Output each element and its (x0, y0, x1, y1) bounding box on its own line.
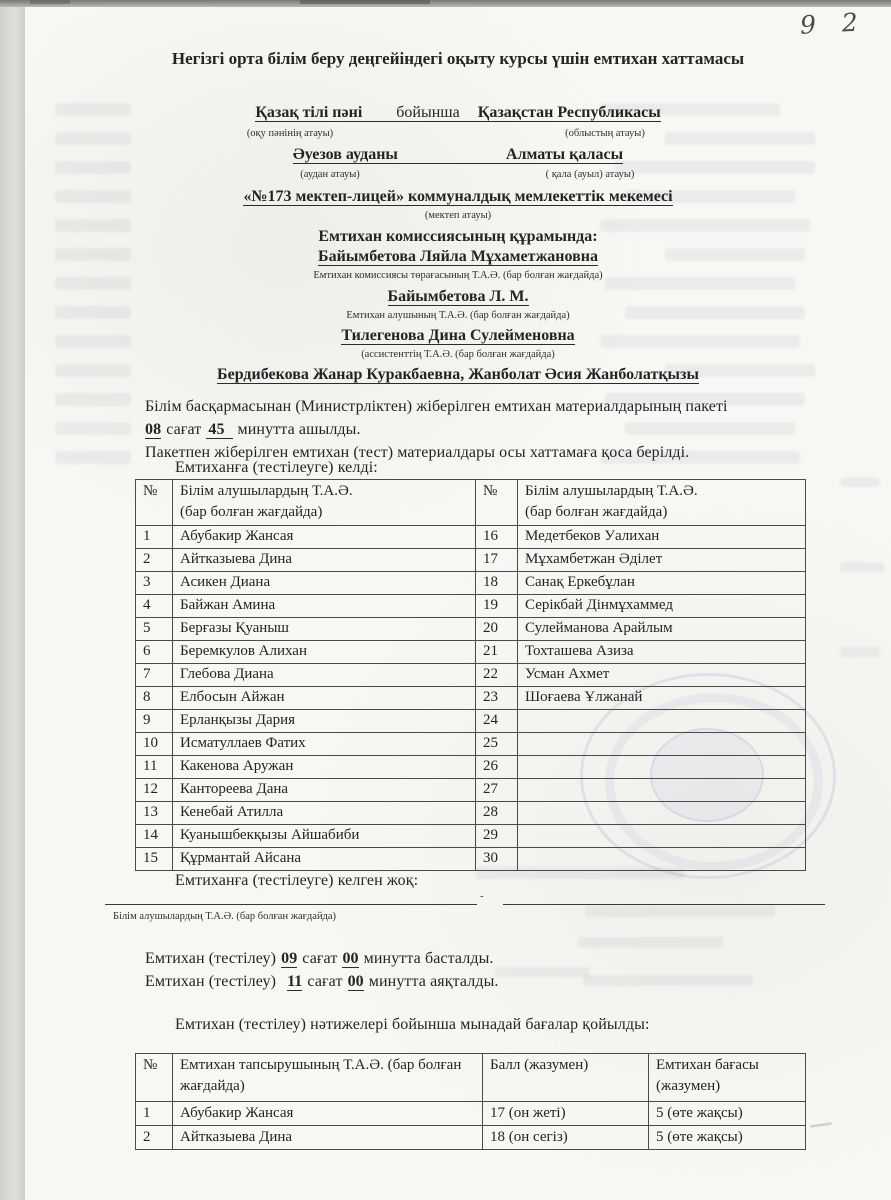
commission-examiner: Байымбетова Л. М. (387, 288, 529, 305)
attendance-cell-name: Абубакир Жансая (173, 526, 476, 549)
attendance-cell-no2: 24 (476, 710, 518, 733)
attendance-cell-no: 9 (136, 710, 173, 733)
commission-examiner-caption: Емтихан алушының Т.А.Ә. (бар болған жағдайда) (346, 310, 570, 321)
attendance-cell-no2: 21 (476, 641, 518, 664)
package-hour-word: сағат (166, 421, 202, 438)
results-cell-no: 2 (136, 1126, 173, 1150)
school-line (25, 188, 891, 206)
results-cell-grade: 5 (өте жақсы) (649, 1102, 806, 1126)
attendance-cell-name: Айтказыева Дина (173, 549, 476, 572)
attendance-cell-name: Берғазы Қуаныш (173, 618, 476, 641)
attendance-cell-no: 14 (136, 825, 173, 848)
attendance-cell-no: 1 (136, 526, 173, 549)
attendance-cell-no2: 27 (476, 779, 518, 802)
package-line3: Пакетпен жіберілген емтихан (тест) материалдары осы хаттамаға қоса берілді. (145, 444, 690, 461)
table-row (136, 825, 806, 848)
handwritten-page-number: 9 2 (799, 7, 868, 40)
school-caption: (мектеп атауы) (424, 210, 492, 221)
attendance-cell-name: Глебова Диана (173, 664, 476, 687)
attendance-cell-no2: 29 (476, 825, 518, 848)
absent-dash-mark: - (480, 890, 486, 902)
table-row (136, 756, 806, 779)
attendance-heading: Емтиханға (тестілеуге) келді: (175, 459, 378, 476)
attendance-cell-name2 (518, 802, 806, 825)
commission-chair: Байымбетова Ляйла Мұхаметжановна (318, 248, 598, 265)
attendance-cell-no2: 23 (476, 687, 518, 710)
attendance-cell-no: 15 (136, 848, 173, 871)
attendance-cell-name2: Сулейманова Арайлым (518, 618, 806, 641)
package-line1: Білім басқармасынан (Министрліктен) жіберілген емтихан материалдарының пакеті (145, 398, 728, 415)
attendance-cell-no2: 16 (476, 526, 518, 549)
commission-assistants-extra: Бердибекова Жанар Куракбаевна, Жанболат Әсия Жанболатқызы (217, 366, 699, 383)
subject-value: Қазақ тілі пәні (255, 104, 363, 121)
package-hour: 08 (145, 421, 162, 438)
attendance-header-row (136, 480, 806, 526)
attendance-cell-name: Беремкулов Алихан (173, 641, 476, 664)
attendance-cell-no: 7 (136, 664, 173, 687)
results-cell-grade: 5 (өте жақсы) (649, 1126, 806, 1150)
attendance-cell-no: 11 (136, 756, 173, 779)
attendance-cell-no2: 19 (476, 595, 518, 618)
commission-assistant: Тилегенова Дина Сулейменовна (341, 327, 575, 344)
end-hour: 11 (287, 973, 303, 990)
attendance-cell-name: Какенова Аружан (173, 756, 476, 779)
attendance-cell-name2 (518, 779, 806, 802)
bleedthrough-artifact (495, 967, 590, 977)
attendance-cell-name2: Шоғаева Ұлжанай (518, 687, 806, 710)
results-heading: Емтихан (тестілеу) нәтижелері бойынша мынадай бағалар қойылды: (175, 1016, 650, 1033)
absent-caption: Білім алушылардың Т.А.Ә. (бар болған жағдайда) (113, 911, 337, 922)
attendance-cell-no2: 17 (476, 549, 518, 572)
results-header-grade: Емтихан бағасы (жазумен) (649, 1054, 806, 1102)
document-title: Негізгі орта білім беру деңгейіндегі оқыту курсы үшін емтихан хаттамасы (171, 49, 745, 68)
bleedthrough-artifact (583, 975, 753, 986)
bleedthrough-artifact (840, 562, 885, 572)
commission-chair-caption: Емтихан комиссиясы төрағасының Т.А.Ә. (бар болған жағдайда) (313, 270, 603, 281)
scan-edge-left (0, 0, 25, 1200)
attendance-cell-no2: 20 (476, 618, 518, 641)
attendance-cell-no: 10 (136, 733, 173, 756)
start-minute: 00 (342, 950, 359, 967)
attendance-cell-no: 4 (136, 595, 173, 618)
scan-edge-top-mark2 (30, 0, 70, 4)
table-row (136, 710, 806, 733)
attendance-cell-name2: Медетбеков Уалихан (518, 526, 806, 549)
attendance-cell-name: Байжан Амина (173, 595, 476, 618)
bleedthrough-artifact (55, 393, 131, 406)
subject-region-line (25, 104, 891, 122)
results-cell-score: 17 (он жеті) (483, 1102, 649, 1126)
attendance-cell-name: Асикен Диана (173, 572, 476, 595)
table-row (136, 779, 806, 802)
table-row (136, 549, 806, 572)
attendance-header-no: № (136, 480, 173, 526)
commission-assistant-caption: (ассистенттің Т.А.Ә. (бар болған жағдайда) (361, 349, 555, 360)
attendance-cell-name: Ерланқызы Дария (173, 710, 476, 733)
city-value: Алматы қаласы (505, 146, 624, 163)
pen-smudge (810, 1122, 832, 1127)
bleedthrough-artifact (578, 937, 723, 948)
document-page (25, 7, 891, 1200)
results-header-score: Балл (жазумен) (483, 1054, 649, 1102)
district-city-line (25, 146, 891, 164)
commission-heading: Емтихан комиссиясының құрамында: (318, 228, 598, 245)
attendance-cell-name2 (518, 733, 806, 756)
attendance-cell-no2: 26 (476, 756, 518, 779)
attendance-cell-no: 2 (136, 549, 173, 572)
table-row (136, 526, 806, 549)
district-caption: (аудан атауы) (300, 169, 360, 180)
attendance-cell-name2 (518, 848, 806, 871)
attendance-cell-no: 3 (136, 572, 173, 595)
attendance-cell-name2 (518, 756, 806, 779)
attendance-cell-no2: 28 (476, 802, 518, 825)
attendance-header-name: Білім алушылардың Т.А.Ә. (бар болған жағдайда) (173, 480, 476, 526)
timing-end-line: Емтихан (тестілеу) 11 сағат 00 минутта аяқталды. (145, 973, 499, 990)
city-caption: ( қала (ауыл) атауы) (545, 169, 635, 180)
table-row (136, 848, 806, 871)
results-cell-name: Айтказыева Дина (173, 1126, 483, 1150)
absent-heading: Емтиханға (тестілеуге) келген жоқ: (175, 872, 419, 889)
start-hour: 09 (281, 950, 298, 967)
absent-blank-line-left (105, 903, 477, 905)
table-row (136, 687, 806, 710)
absent-blank-line-right (503, 903, 825, 905)
attendance-cell-name2: Серікбай Дінмұхаммед (518, 595, 806, 618)
attendance-cell-name2: Усман Ахмет (518, 664, 806, 687)
attendance-cell-no: 12 (136, 779, 173, 802)
end-minute: 00 (347, 973, 364, 990)
results-table (135, 1053, 806, 1150)
bleedthrough-artifact (55, 451, 131, 464)
timing-start-line: Емтихан (тестілеу) 09 сағат 00 минутта басталды. (145, 950, 494, 967)
region-value: Қазақстан Республикасы (477, 104, 661, 121)
attendance-cell-name2: Санақ Еркебұлан (518, 572, 806, 595)
table-row (136, 664, 806, 687)
school-value: «№173 мектеп-лицей» коммуналдық мемлекеттік мекемесі (243, 188, 673, 205)
scan-edge-top (0, 0, 891, 7)
package-minute: 45 (206, 421, 232, 439)
region-caption: (облыстың атауы) (565, 128, 645, 139)
attendance-cell-name2 (518, 825, 806, 848)
attendance-cell-no: 8 (136, 687, 173, 710)
attendance-cell-name: Куанышбекқызы Айшабиби (173, 825, 476, 848)
attendance-header-no2: № (476, 480, 518, 526)
bleedthrough-artifact (840, 477, 880, 487)
attendance-cell-no2: 18 (476, 572, 518, 595)
results-header-row (136, 1054, 806, 1102)
results-cell-score: 18 (он сегіз) (483, 1126, 649, 1150)
scan-edge-top-mark (300, 0, 430, 4)
results-header-no: № (136, 1054, 173, 1102)
attendance-cell-no: 6 (136, 641, 173, 664)
attendance-cell-name: Құрмантай Айсана (173, 848, 476, 871)
bleedthrough-artifact (840, 647, 880, 657)
package-paragraph (145, 395, 835, 464)
connector-word: бойынша (396, 104, 460, 121)
attendance-cell-name2 (518, 710, 806, 733)
attendance-cell-no: 5 (136, 618, 173, 641)
package-opened-tail: минутта ашылды. (237, 421, 361, 438)
subject-caption: (оқу пәнінің атауы) (246, 128, 334, 139)
table-row (136, 1126, 806, 1150)
attendance-cell-name: Елбосын Айжан (173, 687, 476, 710)
bleedthrough-artifact (585, 905, 775, 917)
attendance-header-name2: Білім алушылардың Т.А.Ә. (бар болған жағдайда) (518, 480, 806, 526)
results-header-name: Емтихан тапсырушының Т.А.Ә. (бар болған жағдайда) (173, 1054, 483, 1102)
attendance-cell-name2: Мұхамбетжан Әділет (518, 549, 806, 572)
results-cell-no: 1 (136, 1102, 173, 1126)
results-cell-name: Абубакир Жансая (173, 1102, 483, 1126)
attendance-cell-no2: 25 (476, 733, 518, 756)
attendance-cell-name2: Тохташева Азиза (518, 641, 806, 664)
table-row (136, 1102, 806, 1126)
bleedthrough-artifact (55, 422, 131, 435)
attendance-table (135, 479, 806, 871)
table-row (136, 595, 806, 618)
attendance-cell-name: Кантореева Дана (173, 779, 476, 802)
attendance-cell-name: Кенебай Атилла (173, 802, 476, 825)
table-row (136, 733, 806, 756)
table-row (136, 641, 806, 664)
table-row (136, 572, 806, 595)
attendance-cell-no2: 30 (476, 848, 518, 871)
attendance-cell-no2: 22 (476, 664, 518, 687)
district-value: Әуезов ауданы (292, 146, 398, 163)
attendance-cell-no: 13 (136, 802, 173, 825)
bleedthrough-artifact (55, 132, 131, 145)
table-row (136, 802, 806, 825)
table-row (136, 618, 806, 641)
attendance-cell-name: Исматуллаев Фатих (173, 733, 476, 756)
